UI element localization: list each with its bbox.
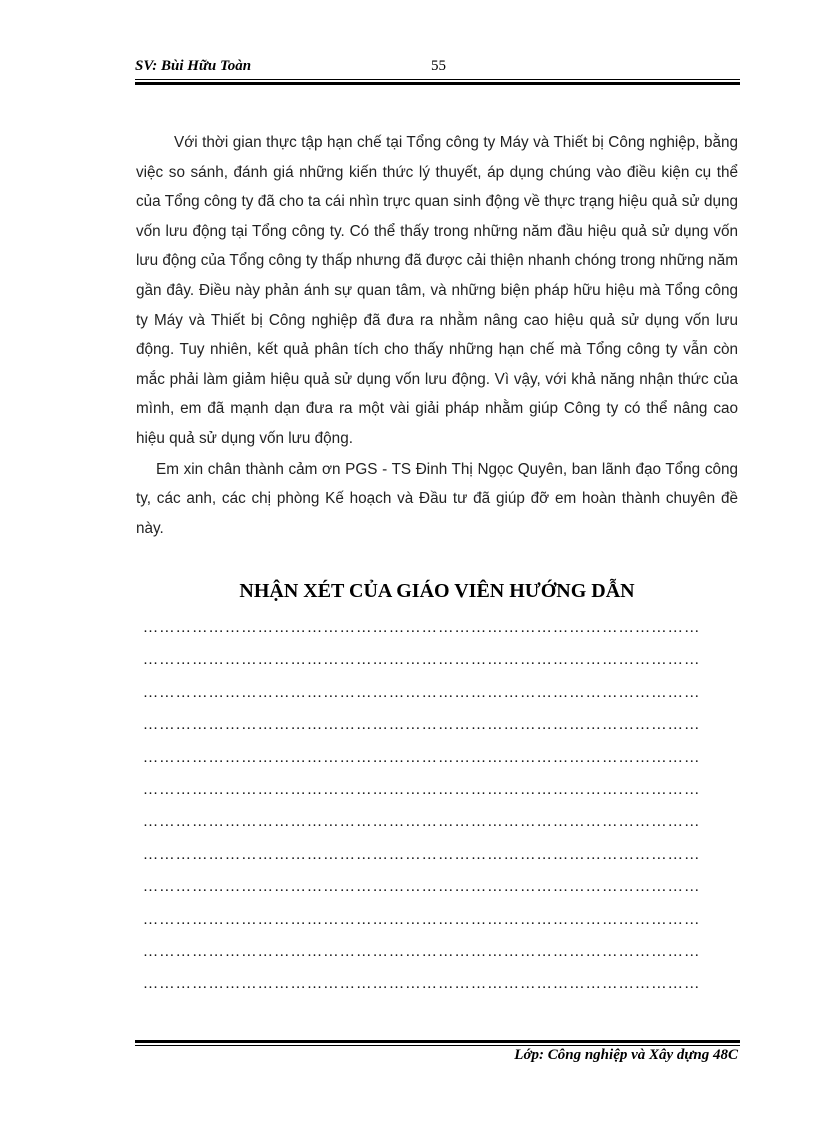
class-label: Lớp: Công nghiệp và Xây dựng 48C bbox=[514, 1047, 738, 1063]
review-heading: NHẬN XÉT CỦA GIÁO VIÊN HƯỚNG DẪN bbox=[239, 580, 635, 602]
dotted-line: ………………………………………………………………………………………… bbox=[143, 620, 701, 636]
footer-rule-thin bbox=[135, 1045, 740, 1046]
dotted-line: ………………………………………………………………………………………… bbox=[143, 652, 701, 669]
dotted-line: ………………………………………………………………………………………… bbox=[143, 976, 701, 993]
body-text bbox=[136, 128, 738, 543]
dotted-line: ………………………………………………………………………………………… bbox=[143, 749, 701, 766]
dotted-line: ………………………………………………………………………………………… bbox=[143, 911, 701, 928]
page-number: 55 bbox=[431, 58, 446, 74]
dotted-line: ………………………………………………………………………………………… bbox=[143, 879, 701, 896]
author-name: SV: Bùi Hữu Toàn bbox=[135, 58, 252, 74]
header-rule-thick bbox=[135, 82, 740, 85]
dotted-line: ………………………………………………………………………………………… bbox=[143, 781, 701, 798]
header-rule-thin bbox=[135, 79, 740, 80]
dotted-line: ………………………………………………………………………………………… bbox=[143, 814, 701, 831]
dotted-line: ………………………………………………………………………………………… bbox=[143, 684, 701, 701]
dotted-line: ………………………………………………………………………………………… bbox=[143, 717, 701, 734]
acknowledgement-paragraph: Em xin chân thành cảm ơn PGS - TS Đinh Thị Ngọc Quyên, ban lãnh đạo Tổng công ty, các anh, các chị phòng Kế hoạch và Đầu tư đã giúp đỡ em hoàn thành chuyên đề này. bbox=[136, 460, 738, 537]
page-header bbox=[135, 56, 740, 80]
dotted-line: ………………………………………………………………………………………… bbox=[143, 943, 701, 960]
footer-rule-thick bbox=[135, 1040, 740, 1043]
dotted-line: ………………………………………………………………………………………… bbox=[143, 846, 701, 863]
conclusion-paragraph: Với thời gian thực tập hạn chế tại Tổng công ty Máy và Thiết bị Công nghiệp, bằng việc so sánh, đánh giá những kiến thức lý thuyết, áp dụng chúng vào điều kiện cụ thể của Tổng công ty đã cho ta cái nhìn trực quan sinh động về thực trạng hiệu quả sử dụng vốn lưu động tại Tổng công ty. Có thể thấy trong những năm đầu hiệu quả sử dụng vốn lưu động của Tổng công ty thấp nhưng đã được cải thiện nhanh chóng trong những năm gần đây. Điều này phản ánh sự quan tâm, và những biện pháp hữu hiệu mà Tổng công ty Máy và Thiết bị Công nghiệp đã đưa ra nhằm nâng cao hiệu quả sử dụng vốn lưu động. Tuy nhiên, kết quả phân tích cho thấy những hạn chế mà Tổng công ty vẫn còn mắc phải làm giảm hiệu quả sử dụng vốn lưu động. Vì vậy, với khả năng nhận thức của mình, em đã mạnh dạn đưa ra một vài giải pháp nhằm giúp Công ty có thể nâng cao hiệu quả sử dụng vốn lưu động. bbox=[136, 134, 738, 447]
review-lines bbox=[143, 620, 739, 1009]
